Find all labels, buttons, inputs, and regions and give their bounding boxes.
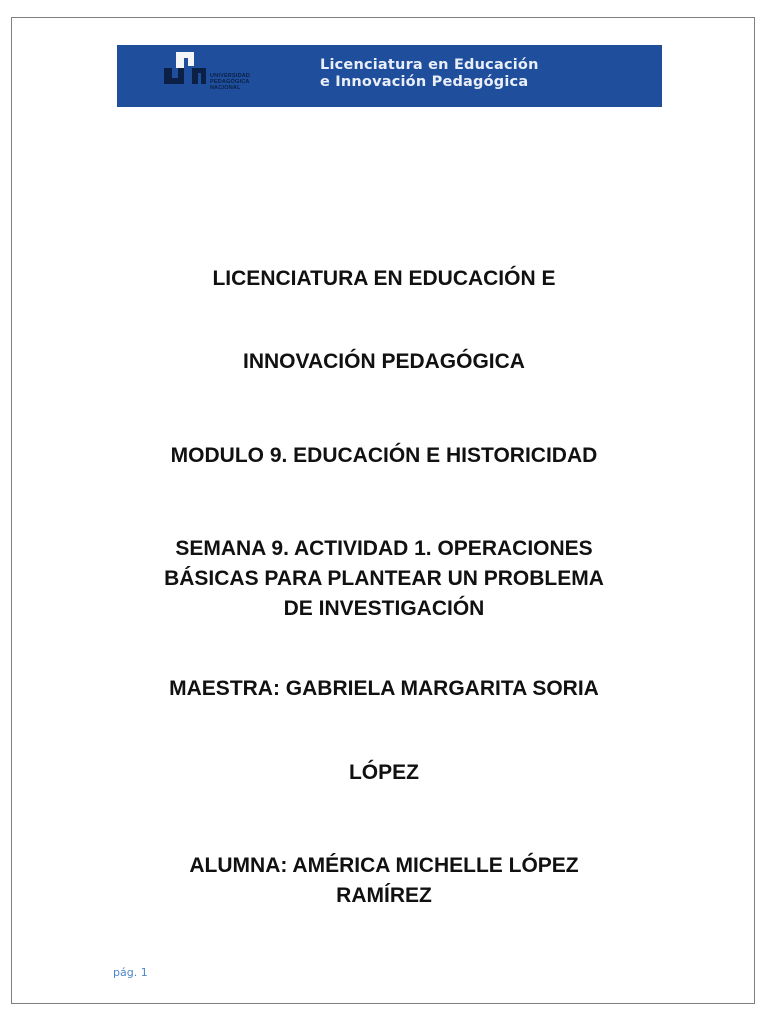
logo-line: PEDAGÓGICA xyxy=(210,79,250,85)
module-title: MODULO 9. EDUCACIÓN E HISTORICIDAD xyxy=(170,444,598,467)
program-title-line-1: LICENCIATURA EN EDUCACIÓN E xyxy=(212,267,556,290)
activity-title-line-1: SEMANA 9. ACTIVIDAD 1. OPERACIONES xyxy=(175,537,593,560)
teacher-name-line-2: LÓPEZ xyxy=(348,761,419,784)
page-number: pág. 1 xyxy=(113,966,148,979)
program-title-line-2: INNOVACIÓN PEDAGÓGICA xyxy=(243,350,525,373)
logo-line: NACIONAL xyxy=(210,85,241,91)
activity-title-line-2: BÁSICAS PARA PLANTEAR UN PROBLEMA xyxy=(164,567,604,590)
logo-wordmark xyxy=(210,73,300,91)
activity-title-line-3: DE INVESTIGACIÓN xyxy=(283,597,485,620)
header-banner xyxy=(117,45,662,107)
banner-title xyxy=(320,57,539,91)
logo-line: UNIVERSIDAD xyxy=(210,73,251,79)
teacher-name-line-1: MAESTRA: GABRIELA MARGARITA SORIA xyxy=(169,677,599,700)
banner-title-line: e Innovación Pedagógica xyxy=(320,74,529,90)
document-page xyxy=(11,17,755,1004)
upn-logo-icon xyxy=(162,50,208,90)
banner-title-line: Licenciatura en Educación xyxy=(320,57,539,73)
student-name-line-2: RAMÍREZ xyxy=(336,884,432,907)
student-name-line-1: ALUMNA: AMÉRICA MICHELLE LÓPEZ xyxy=(189,854,579,877)
